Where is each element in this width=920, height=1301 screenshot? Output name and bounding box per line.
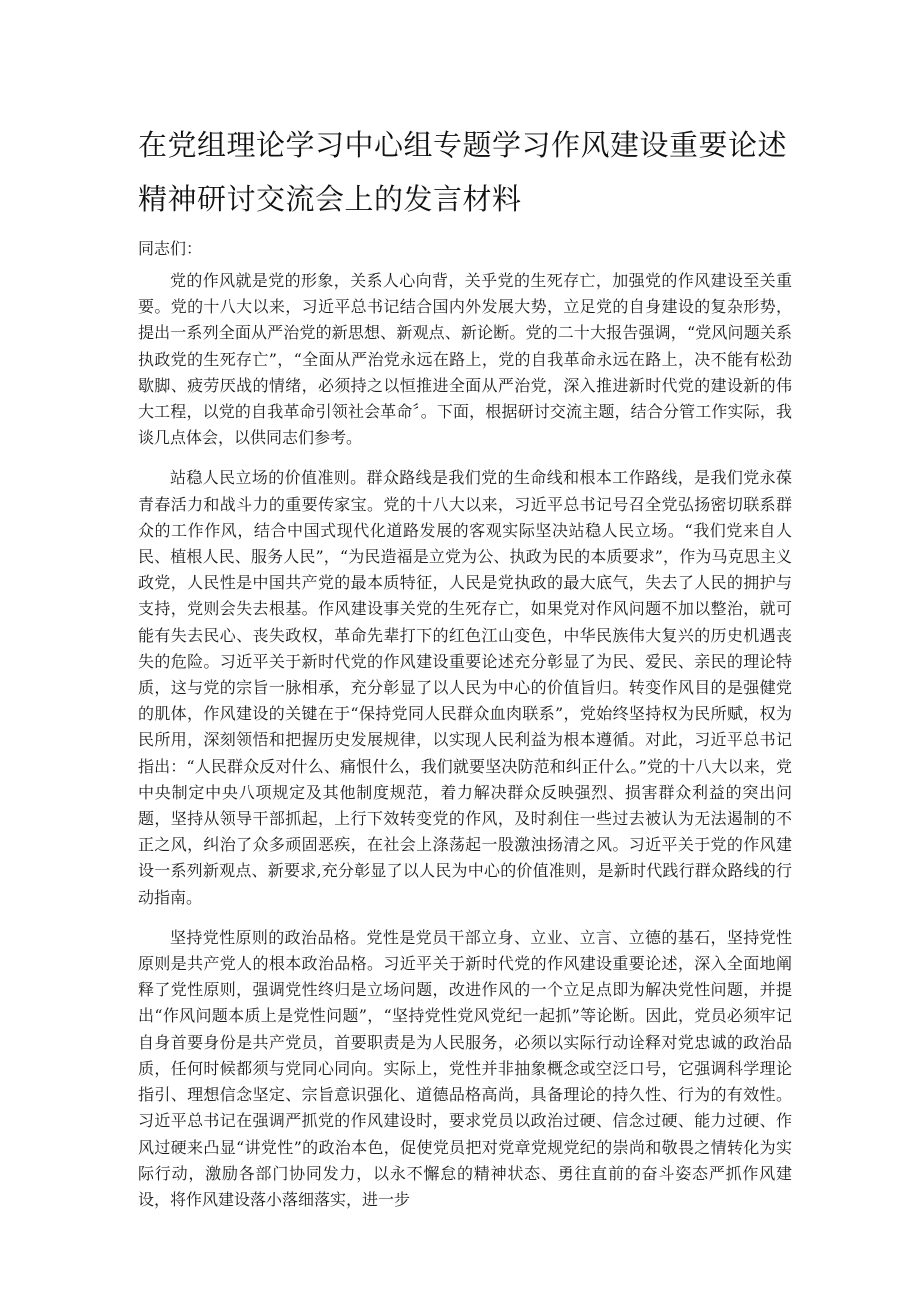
paragraph-people-stance: 站稳人民立场的价值准则。群众路线是我们党的生命线和根本工作路线，是我们党永葆青春活力和战斗力的重要传家宝。党的十八大以来，习近平总书记号召全党弘扬密切联系群众的工作作风，结合中国式现代化道路发展的客观实际坚决站稳人民立场。“我们党来自人民、植根人民、服务人民”，“为民造福是立党为公、执政为民的本质要求”，作为马克思主义政党，人民性是中国共产党的最本质特征，人民是党执政的最大底气，失去了人民的拥护与支持，党则会失去根基。作风建设事关党的生死存亡，如果党对作风问题不加以整治，就可能有失去民心、丧失政权，革命先辈打下的红色江山变色，中华民族伟大复兴的历史机遇丧失的危险。习近平关于新时代党的作风建设重要论述充分彰显了为民、爱民、亲民的理论特质，这与党的宗旨一脉相承，充分彰显了以人民为中心的价值旨归。转变作风目的是强健党的肌体，作风建设的关键在于“保持党同人民群众血肉联系”，党始终坚持权为民所赋，权为民所用，深刻领悟和把握历史发展规律，以实现人民利益为根本遵循。对此，习近平总书记指出：“人民群众反对什么、痛恨什么，我们就要坚决防范和纠正什么。”党的十八大以来，党中央制定中央八项规定及其他制度规范，着力解决群众反映强烈、损害群众利益的突出问题，坚持从领导干部抓起，上行下效转变党的作风，及时刹住一些过去被认为无法遏制的不正之风，纠治了众多顽固恶疾，在社会上涤荡起一股激浊扬清之风。习近平关于党的作风建设一系列新观点、新要求,充分彰显了以人民为中心的价值准则，是新时代践行群众路线的行动指南。 — [138, 468, 792, 907]
document-page — [138, 118, 792, 1213]
paragraph-intro: 党的作风就是党的形象，关系人心向背，关乎党的生死存亡，加强党的作风建设至关重要。党的十八大以来，习近平总书记结合国内外发展大势，立足党的自身建设的复杂形势，提出一系列全面从严治党的新思想、新观点、新论断。党的二十大报告强调，“党风问题关系执政党的生死存亡”，“全面从严治党永远在路上，党的自我革命永远在路上，决不能有松劲歇脚、疲劳厌战的情绪，必须持之以恒推进全面从严治党，深入推进新时代党的建设新的伟大工程，以党的自我革命引领社会革命〞。下面，根据研讨交流主题，结合分管工作实际，我谈几点体会，以供同志们参考。 — [138, 271, 792, 448]
title-line-2: 精神研讨交流会上的发言材料 — [138, 182, 522, 216]
paragraph-party-spirit: 坚持党性原则的政治品格。党性是党员干部立身、立业、立言、立德的基石，坚持党性原则是共产党人的根本政治品格。习近平关于新时代党的作风建设重要论述，深入全面地阐释了党性原则，强调党性终归是立场问题，改进作风的一个立足点即为解决党性问题，并提出“作风问题本质上是党性问题”，“坚持党性党风党纪一起抓”等论断。因此，党员必须牢记自身首要身份是共产党员，首要职责是为人民服务，必须以实际行动诠释对党忠诚的政治品质，任何时候都须与党同心同向。实际上，党性并非抽象概念或空泛口号，它强调科学理论指引、理想信念坚定、宗旨意识强化、道德品格高尚，具备理论的持久性、行为的有效性。习近平总书记在强调严抓党的作风建设时，要求党员以政治过硬、信念过硬、能力过硬、作风过硬来凸显“讲党性”的政治本色，促使党员把对党章党规党纪的崇尚和敬畏之情转化为实际行动，激励各部门协同发力，以永不懈怠的精神状态、勇往直前的奋斗姿态严抓作风建设，将作风建设落小落细落实，进一步 — [138, 927, 792, 1209]
title-line-1: 在党组理论学习中心组专题学习作风建设重要论述 — [138, 128, 788, 162]
salutation: 同志们： — [138, 239, 203, 258]
document-title — [138, 118, 792, 226]
